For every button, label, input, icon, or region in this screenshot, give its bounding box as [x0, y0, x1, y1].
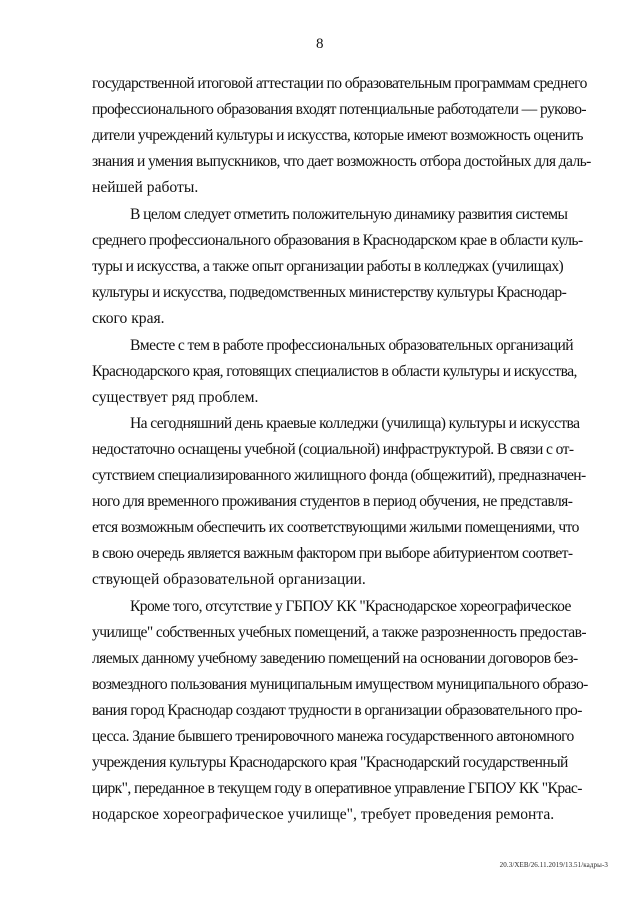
text-line: существует ряд проблем. [92, 389, 259, 406]
text-line: ского края. [92, 310, 165, 327]
text-line: На сегодняшний день краевые колледжи (училища) культуры и искусства [130, 415, 580, 432]
text-line: государственной итоговой аттестации по образовательным программам среднего [92, 75, 587, 92]
text-line: В целом следует отметить положительную динамику развития системы [130, 206, 568, 223]
text-line: учреждения культуры Краснодарского края "Краснодарский государственный [92, 754, 568, 771]
text-line: училище" собственных учебных помещений, а также разрозненность предостав- [92, 624, 586, 641]
text-line: Кроме того, отсутствие у ГБПОУ КК "Краснодарское хореографическое [130, 598, 571, 615]
text-line: недостаточно оснащены учебной (социальной) инфраструктурой. В связи с от- [92, 441, 574, 458]
text-line: сутствием специализированного жилищного фонда (общежитий), предназначен- [92, 467, 586, 484]
text-line: цирк", переданное в текущем году в оперативное управление ГБПОУ КК "Крас- [92, 780, 582, 797]
text-line: цесса. Здание бывшего тренировочного манежа государственного автономного [92, 728, 574, 745]
text-line: туры и искусства, а также опыт организации работы в колледжах (училищах) [92, 258, 564, 275]
page-number: 8 [316, 36, 324, 52]
text-line: знания и умения выпускников, что дает возможность отбора достойных для даль- [92, 153, 591, 170]
text-line: ется возможным обеспечить их соответствующими жилыми помещениями, что [92, 519, 579, 536]
text-line: дители учреждений культуры и искусства, которые имеют возможность оценить [92, 127, 583, 144]
text-line: вания город Краснодар создают трудности в организации образовательного про- [92, 702, 582, 719]
text-line: культуры и искусства, подведомственных министерству культуры Краснодар- [92, 284, 567, 301]
text-line: в свою очередь является важным фактором при выборе абитуриентом соответ- [92, 545, 573, 562]
text-line: среднего профессионального образования в Краснодарском крае в области куль- [92, 232, 583, 249]
text-line: нейшей работы. [92, 179, 199, 196]
text-line: профессионального образования входят потенциальные работодатели — руково- [92, 101, 586, 118]
text-line: ного для временного проживания студентов в период обучения, не представля- [92, 493, 573, 510]
text-line: нодарское хореографическое училище", требует проведения ремонта. [92, 806, 555, 823]
footer-document-code: 20.3/ХЕВ/26.11.2019/13.51/кадры-3 [499, 861, 608, 869]
text-line: возмездного пользования муниципальным имуществом муниципального образо- [92, 676, 588, 693]
text-line: ствующей образовательной организации. [92, 571, 366, 588]
text-line: ляемых данному учебному заведению помещений на основании договоров без- [92, 650, 578, 667]
text-line: Краснодарского края, готовящих специалистов в области культуры и искусства, [92, 363, 577, 380]
text-line: Вместе с тем в работе профессиональных образовательных организаций [130, 337, 573, 354]
